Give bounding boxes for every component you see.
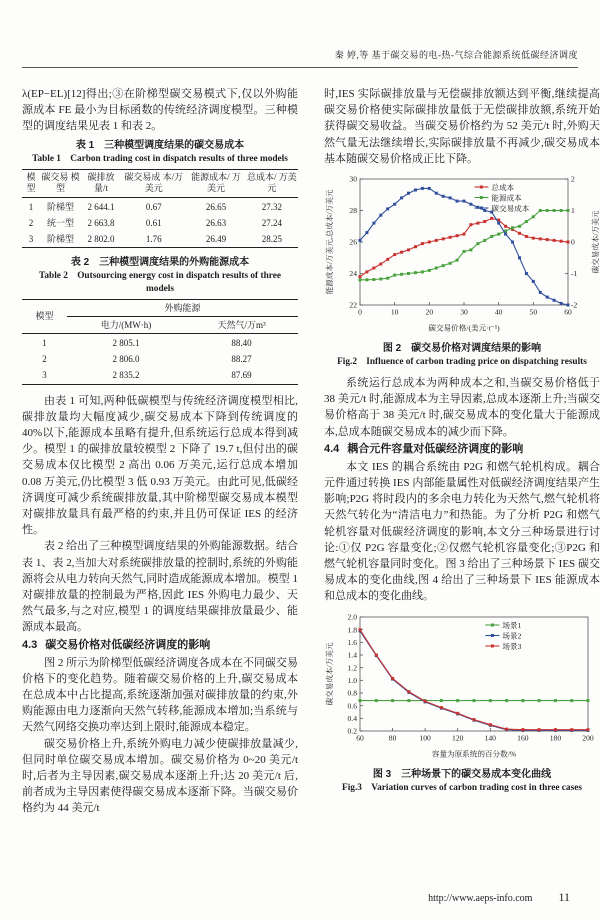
svg-text:180: 180 [549, 733, 562, 743]
svg-text:28: 28 [349, 206, 357, 216]
svg-text:30: 30 [349, 174, 357, 184]
paragraph-continuation: 时,IES 实际碳排放量与无偿碳排放额达到平衡,继续提高碳交易价格使实际碳排放量低于无偿碳排放额,系统开始获得碳交易收益。当碳交易价格约为 52 美元/t 时,外购天然气量无法继续增长,实际碳排放量不再减少,碳交易成本基本随碳交易价格成正比下降。 [324, 88, 600, 165]
cell: 2 835.2 [112, 370, 140, 381]
figure3-chart [324, 609, 600, 759]
cell: 2 644.1 [87, 201, 115, 212]
svg-text:40: 40 [494, 307, 503, 317]
cell: 阶梯型 [46, 201, 74, 212]
table1-header-model: 模型 [22, 169, 40, 197]
cell: 88.40 [231, 338, 252, 349]
svg-text:碳交易价格/(美元·t⁻¹): 碳交易价格/(美元·t⁻¹) [428, 323, 500, 333]
left-column [22, 86, 298, 817]
page-number: 11 [558, 890, 570, 904]
svg-text:1.2: 1.2 [347, 663, 357, 673]
svg-text:-2: -2 [571, 300, 578, 310]
section-title: 耦合元件容量对低碳经济调度的影响 [347, 442, 524, 455]
figure2-caption [330, 342, 594, 369]
svg-text:能源成本/万美元,总成本/万美元: 能源成本/万美元,总成本/万美元 [325, 189, 334, 295]
section-title: 碳交易价格对低碳经济调度的影响 [45, 638, 211, 651]
section-number: 4.3 [22, 638, 38, 651]
figure2 [324, 171, 600, 338]
svg-text:30: 30 [460, 307, 468, 317]
cell: 3 [42, 370, 47, 381]
svg-text:22: 22 [349, 300, 357, 310]
two-column-body [22, 86, 600, 817]
svg-text:1: 1 [571, 206, 575, 216]
svg-text:0.2: 0.2 [347, 726, 357, 736]
svg-text:碳交易成本/万美元: 碳交易成本/万美元 [591, 210, 600, 274]
svg-text:200: 200 [582, 733, 594, 743]
svg-text:碳交易成本: 碳交易成本 [491, 203, 530, 213]
svg-text:60: 60 [564, 307, 572, 317]
cell: 统一型 [46, 217, 74, 228]
cell: 88.27 [231, 354, 252, 365]
cell: 2 802.0 [87, 233, 115, 244]
table-row [22, 231, 298, 248]
svg-text:1.8: 1.8 [347, 625, 357, 635]
cell: 26.49 [205, 233, 227, 244]
svg-text:10: 10 [390, 307, 399, 317]
svg-text:总成本: 总成本 [491, 182, 515, 192]
svg-text:2: 2 [571, 174, 575, 184]
cell: 1 [42, 338, 47, 349]
table-row [22, 368, 298, 385]
cell: 1.76 [145, 233, 162, 244]
cell: 87.69 [231, 370, 252, 381]
svg-text:1.4: 1.4 [347, 650, 357, 660]
cell: 1 [28, 201, 34, 212]
svg-text:2.0: 2.0 [347, 612, 357, 622]
table-row [22, 215, 298, 231]
svg-text:20: 20 [425, 307, 434, 317]
cell: 26.65 [205, 201, 227, 212]
cell: 阶梯型 [46, 233, 74, 244]
svg-text:容量为原系统的百分数/%: 容量为原系统的百分数/% [431, 749, 517, 759]
table1-caption-zh: 表 1 三种模型调度结果的碳交易成本 [75, 139, 245, 151]
svg-text:-1: -1 [571, 269, 578, 279]
svg-text:80: 80 [388, 733, 397, 743]
figure3-caption-zh: 图 3 三种场景下的碳交易成本变化曲线 [372, 768, 552, 780]
svg-text:120: 120 [452, 733, 464, 743]
svg-text:场景1: 场景1 [502, 620, 522, 630]
figure2-caption-zh: 图 2 碳交易价格对调度结果的影响 [382, 343, 542, 355]
table1-header-emission: 碳排放 量/t [81, 169, 121, 197]
paragraph-price-effect: 碳交易价格上升,系统外购电力减少使碳排放量减少,但同时单位碳交易成本增加。碳交易价格为 0~20 美元/t 时,后者为主导因素,碳交易成本逐渐上升;达 20 美元/t 后,前者成为主导因素使得碳交易成本逐渐下降。当碳交易价格约为 44 美元/t [22, 737, 298, 815]
svg-text:1.6: 1.6 [347, 637, 357, 647]
table2-caption-zh: 表 2 三种模型调度结果的外购能源成本 [70, 257, 250, 269]
svg-text:1.0: 1.0 [347, 675, 357, 685]
table2-caption [28, 256, 292, 296]
svg-text:能源成本: 能源成本 [491, 193, 522, 203]
svg-text:50: 50 [529, 307, 538, 317]
table-row [22, 334, 298, 352]
svg-text:60: 60 [356, 733, 364, 743]
figure3 [324, 609, 600, 764]
svg-text:26: 26 [349, 237, 357, 247]
table2-header-model: 模型 [22, 300, 67, 334]
svg-text:0.6: 0.6 [347, 701, 357, 711]
cell: 3 [28, 233, 34, 244]
page-footer [428, 890, 570, 905]
paragraph-fig2-intro: 图 2 所示为阶梯型低碳经济调度各成本在不同碳交易价格下的变化趋势。随着碳交易价格的上升,碳交易成本在总成本中占比提高,系统逐渐加强对碳排放量的约束,外购能源由电力逐渐向天然气转移,能源成本增加;当系统与天然气网络交换功率达到上限时,能源成本稳定。 [22, 656, 298, 734]
table-row [22, 197, 298, 215]
cell: 0.67 [145, 201, 162, 212]
table2-outsourcing-energy [22, 299, 298, 385]
cell: 28.25 [261, 233, 282, 244]
svg-text:0: 0 [358, 307, 362, 317]
paragraph-intro: λ(EP−EL)[12]得出;③在阶梯型碳交易模式下,仅以外购能源成本 FE 最小为目标函数的传统经济调度模型。三种模型的调度结果见表 1 和表 2。 [22, 88, 298, 133]
running-header: 秦 婷,等 基于碳交易的电-热-气综合能源系统低碳经济调度 [22, 48, 578, 68]
section-heading-4-4 [324, 441, 600, 458]
table1-header-energy-cost: 能源成本/ 万美元 [186, 169, 245, 197]
paragraph-table1-analysis: 由表 1 可知,两种低碳模型与传统经济调度模型相比,碳排放量均大幅度减少,碳交易成本下降到传统调度的 40%以下,能源成本虽略有提升,但系统运行总成本得到减少。模型 1 的碳排放量较模型 2 下降了 19.7 t,但付出的碳交易成本仅比模型 2 高出 0.06 万美元,运行总成本增加 0.08 万美元,仍比模型 3 低 0.93 万美元。由此可见,低碳经济调度可减少系统碳排放量,其中阶梯型碳交易成本模型对碳排放量具有最严格的约束,并且仍可保证 IES 的经济性。 [22, 394, 298, 537]
svg-text:0.4: 0.4 [347, 713, 357, 723]
table2-caption-en: Table 2 Outsourcing energy cost in dispatch results of three models [39, 271, 281, 295]
svg-text:24: 24 [349, 269, 357, 279]
cell: 2 806.0 [112, 354, 140, 365]
cell: 2 [28, 217, 34, 228]
cell: 26.63 [205, 217, 227, 228]
table1-caption-en: Table 1 Carbon trading cost in dispatch results of three models [32, 153, 288, 164]
cell: 2 [42, 354, 47, 365]
svg-text:0: 0 [571, 237, 575, 247]
section-heading-4-3 [22, 637, 298, 654]
paragraph-total-cost: 系统运行总成本为两种成本之和,当碳交易价格低于 38 美元/t 时,能源成本为主导因素,总成本逐渐上升;当碳交易价格高于 38 美元/t 时,碳交易成本的变化量大于能源成本,总成本随碳交易成本的减少而下降。 [324, 377, 600, 438]
paragraph-coupling: 本文 IES 的耦合系统由 P2G 和燃气轮机构成。耦合元件通过转换 IES 内部能量属性对低碳经济调度结果产生影响;P2G 将时段内的多余电力转化为天然气,燃气轮机将天然气转化为“清洁电力”和热能。为了分析 P2G 和燃气轮机容量对低碳经济调度的影响,本文分三种场景进行讨论:①仅 P2G 容量变化;②仅燃气轮机容量变化;③P2G 和燃气轮机容量同时变化。图 3 给出了三种场景下 IES 碳交易成本的变化曲线,图 4 给出了三种场景下 IES 能源成本和总成本的变化曲线。 [324, 460, 600, 603]
svg-text:场景2: 场景2 [502, 630, 522, 640]
table2-header-group: 外购能源 [67, 300, 298, 317]
cell: 27.32 [261, 201, 282, 212]
svg-text:100: 100 [419, 733, 431, 743]
svg-text:碳交易成本/万美元: 碳交易成本/万美元 [325, 642, 334, 706]
table-row [22, 352, 298, 368]
svg-text:160: 160 [517, 733, 529, 743]
svg-text:140: 140 [484, 733, 496, 743]
figure2-chart [324, 171, 600, 333]
figure3-caption [330, 768, 594, 795]
section-number: 4.4 [324, 442, 340, 455]
table2-header-electricity: 电力/(MW·h) [67, 317, 185, 334]
table1-header-trading-cost: 碳交易成 本/万美元 [121, 169, 186, 197]
cell: 0.61 [145, 217, 162, 228]
svg-text:0.8: 0.8 [347, 688, 357, 698]
table1-caption [28, 139, 292, 166]
figure3-caption-en: Fig.3 Variation curves of carbon trading cost in three cases [342, 782, 582, 793]
table1-header-trading-model: 碳交易 模型 [40, 169, 81, 197]
cell: 2 805.1 [112, 338, 140, 349]
paragraph-table2-analysis: 表 2 给出了三种模型调度结果的外购能源数据。结合表 1、表 2,当加大对系统碳排放量的控制时,系统的外购能源将会从电力转向天然气,同时造成能源成本增加。模型 1 对碳排放量的控制最为严格,因此 IES 外购电力最少、天然气最多,与之对应,模型 1 的调度结果碳排放量最少、能源成本最高。 [22, 540, 298, 634]
figure2-caption-en: Fig.2 Influence of carbon trading price on dispatching results [337, 357, 587, 368]
cell: 27.24 [261, 217, 282, 228]
journal-url-link[interactable]: http://www.aeps-info.com [428, 893, 533, 904]
table1-carbon-trading-cost [22, 169, 298, 249]
table2-header-gas: 天然气/万m³ [185, 317, 298, 334]
table1-header-total-cost: 总成本/ 万美元 [246, 169, 298, 197]
cell: 2 663.8 [87, 217, 115, 228]
svg-text:场景3: 场景3 [502, 641, 522, 651]
right-column [324, 86, 600, 817]
